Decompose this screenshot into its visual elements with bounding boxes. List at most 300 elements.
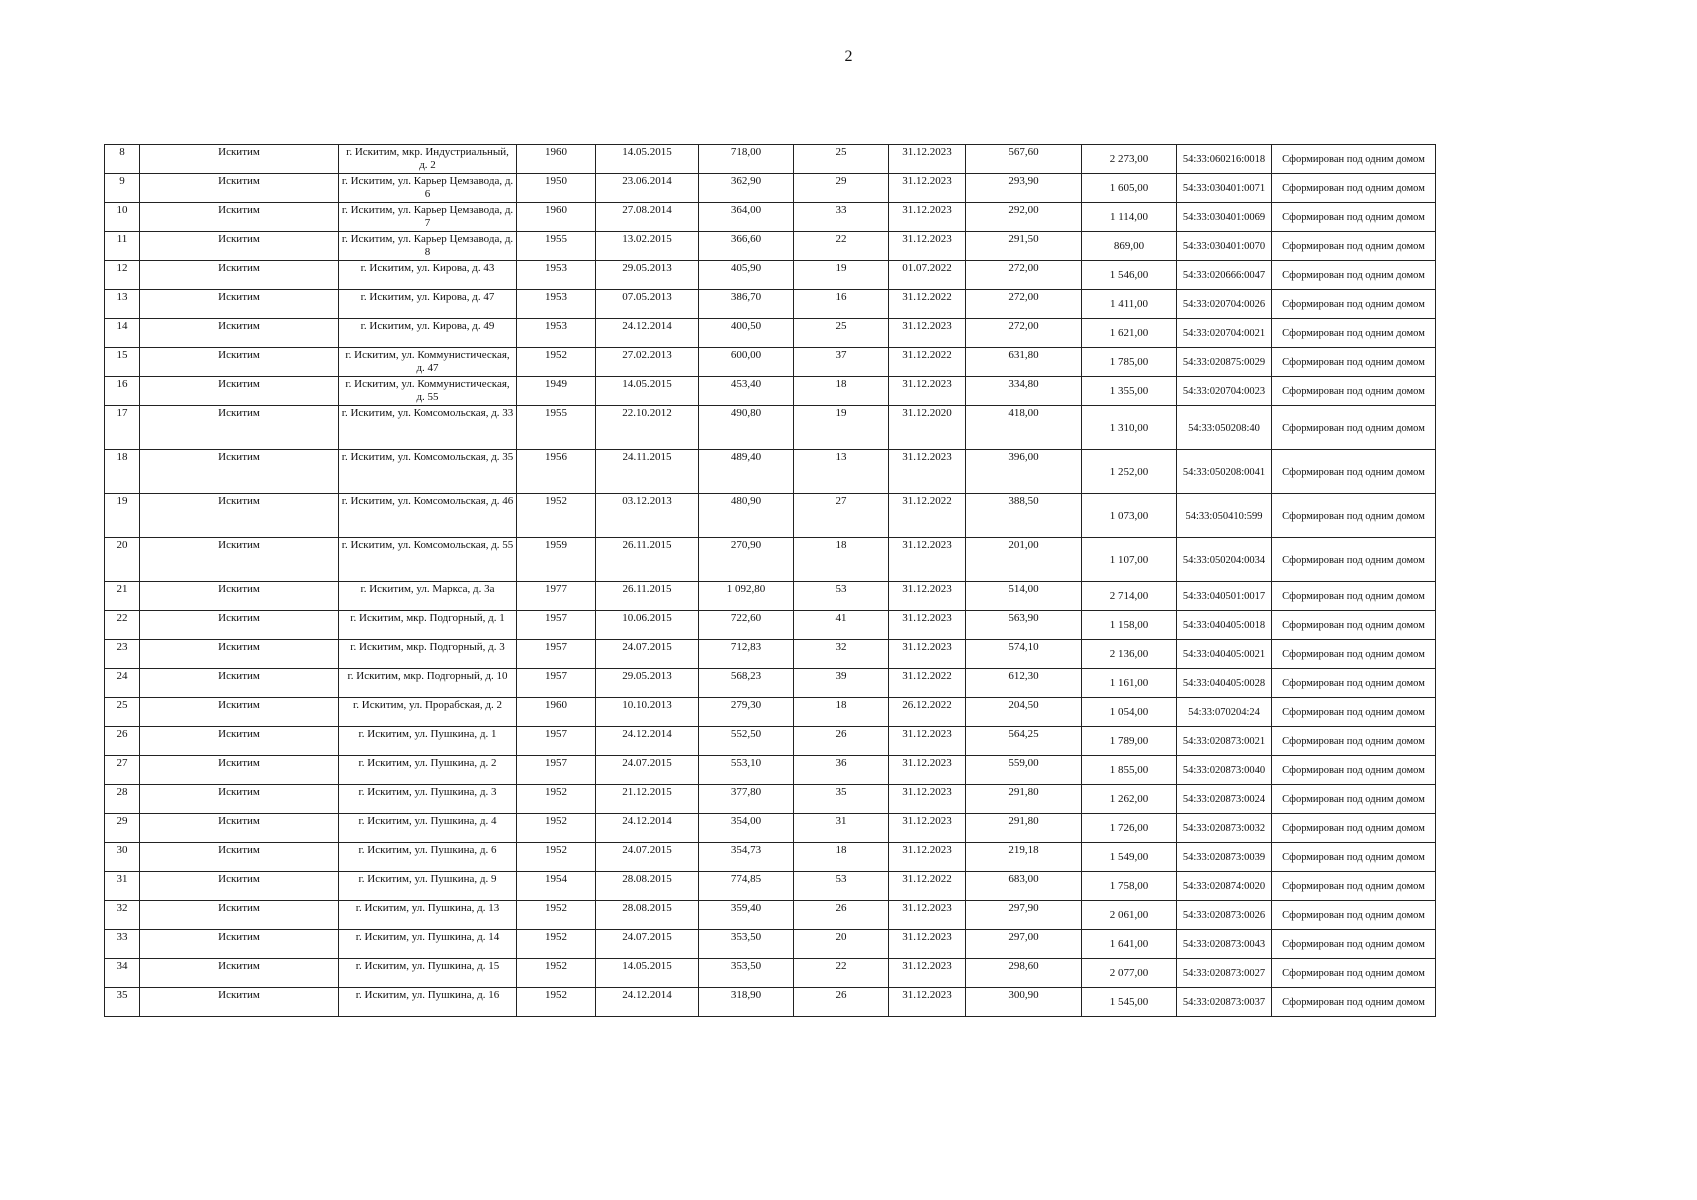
cadastral-number-cell: 54:33:020873:0032 bbox=[1177, 814, 1272, 843]
build-year-cell: 1957 bbox=[517, 727, 596, 756]
address-cell: г. Искитим, ул. Пушкина, д. 1 bbox=[339, 727, 517, 756]
land-plot-status-cell: Сформирован под одним домом bbox=[1272, 203, 1436, 232]
row-number-cell: 29 bbox=[105, 814, 140, 843]
table-row bbox=[105, 406, 1436, 450]
table-row bbox=[105, 843, 1436, 872]
address-cell: г. Искитим, ул. Коммунистическая, д. 47 bbox=[339, 348, 517, 377]
cost-cell: 1 789,00 bbox=[1082, 727, 1177, 756]
land-plot-status-cell: Сформирован под одним домом bbox=[1272, 348, 1436, 377]
municipality-cell: Искитим bbox=[140, 290, 339, 319]
total-area-cell: 1 092,80 bbox=[699, 582, 794, 611]
land-plot-status-cell: Сформирован под одним домом bbox=[1272, 901, 1436, 930]
total-area-cell: 722,60 bbox=[699, 611, 794, 640]
resettlement-deadline-cell: 31.12.2022 bbox=[889, 872, 966, 901]
cadastral-number-cell: 54:33:020873:0039 bbox=[1177, 843, 1272, 872]
build-year-cell: 1954 bbox=[517, 872, 596, 901]
cost-cell: 2 061,00 bbox=[1082, 901, 1177, 930]
cadastral-number-cell: 54:33:030401:0069 bbox=[1177, 203, 1272, 232]
row-number-cell: 33 bbox=[105, 930, 140, 959]
land-plot-status-cell: Сформирован под одним домом bbox=[1272, 640, 1436, 669]
land-plot-status-cell: Сформирован под одним домом bbox=[1272, 494, 1436, 538]
municipality-cell: Искитим bbox=[140, 843, 339, 872]
cadastral-number-cell: 54:33:020873:0037 bbox=[1177, 988, 1272, 1017]
municipality-cell: Искитим bbox=[140, 727, 339, 756]
resettlement-deadline-cell: 31.12.2023 bbox=[889, 988, 966, 1017]
address-cell: г. Искитим, ул. Комсомольская, д. 55 bbox=[339, 538, 517, 582]
resettlement-deadline-cell: 31.12.2023 bbox=[889, 203, 966, 232]
resettlement-deadline-cell: 31.12.2022 bbox=[889, 290, 966, 319]
total-area-cell: 362,90 bbox=[699, 174, 794, 203]
living-area-cell: 564,25 bbox=[966, 727, 1082, 756]
resettlement-deadline-cell: 31.12.2023 bbox=[889, 843, 966, 872]
recognition-date-cell: 24.07.2015 bbox=[596, 640, 699, 669]
address-cell: г. Искитим, ул. Пушкина, д. 9 bbox=[339, 872, 517, 901]
land-plot-status-cell: Сформирован под одним домом bbox=[1272, 290, 1436, 319]
total-area-cell: 712,83 bbox=[699, 640, 794, 669]
address-cell: г. Искитим, ул. Пушкина, д. 16 bbox=[339, 988, 517, 1017]
land-plot-status-cell: Сформирован под одним домом bbox=[1272, 538, 1436, 582]
row-number-cell: 22 bbox=[105, 611, 140, 640]
cadastral-number-cell: 54:33:050208:0041 bbox=[1177, 450, 1272, 494]
build-year-cell: 1949 bbox=[517, 377, 596, 406]
build-year-cell: 1952 bbox=[517, 901, 596, 930]
cost-cell: 1 549,00 bbox=[1082, 843, 1177, 872]
municipality-cell: Искитим bbox=[140, 988, 339, 1017]
residents-count-cell: 41 bbox=[794, 611, 889, 640]
cadastral-number-cell: 54:33:020666:0047 bbox=[1177, 261, 1272, 290]
residents-count-cell: 31 bbox=[794, 814, 889, 843]
living-area-cell: 297,00 bbox=[966, 930, 1082, 959]
land-plot-status-cell: Сформирован под одним домом bbox=[1272, 843, 1436, 872]
land-plot-status-cell: Сформирован под одним домом bbox=[1272, 319, 1436, 348]
table-row bbox=[105, 756, 1436, 785]
total-area-cell: 354,00 bbox=[699, 814, 794, 843]
cost-cell: 1 262,00 bbox=[1082, 785, 1177, 814]
address-cell: г. Искитим, ул. Кирова, д. 49 bbox=[339, 319, 517, 348]
row-number-cell: 27 bbox=[105, 756, 140, 785]
table-row bbox=[105, 232, 1436, 261]
recognition-date-cell: 24.12.2014 bbox=[596, 988, 699, 1017]
address-cell: г. Искитим, ул. Пушкина, д. 4 bbox=[339, 814, 517, 843]
living-area-cell: 388,50 bbox=[966, 494, 1082, 538]
build-year-cell: 1956 bbox=[517, 450, 596, 494]
municipality-cell: Искитим bbox=[140, 785, 339, 814]
resettlement-deadline-cell: 31.12.2023 bbox=[889, 538, 966, 582]
municipality-cell: Искитим bbox=[140, 203, 339, 232]
cost-cell: 1 546,00 bbox=[1082, 261, 1177, 290]
land-plot-status-cell: Сформирован под одним домом bbox=[1272, 450, 1436, 494]
land-plot-status-cell: Сформирован под одним домом bbox=[1272, 814, 1436, 843]
land-plot-status-cell: Сформирован под одним домом bbox=[1272, 406, 1436, 450]
address-cell: г. Искитим, ул. Карьер Цемзавода, д. 6 bbox=[339, 174, 517, 203]
land-plot-status-cell: Сформирован под одним домом bbox=[1272, 756, 1436, 785]
total-area-cell: 718,00 bbox=[699, 145, 794, 174]
resettlement-deadline-cell: 31.12.2023 bbox=[889, 959, 966, 988]
row-number-cell: 28 bbox=[105, 785, 140, 814]
municipality-cell: Искитим bbox=[140, 872, 339, 901]
cadastral-number-cell: 54:33:030401:0070 bbox=[1177, 232, 1272, 261]
residents-count-cell: 33 bbox=[794, 203, 889, 232]
table-row bbox=[105, 872, 1436, 901]
row-number-cell: 25 bbox=[105, 698, 140, 727]
build-year-cell: 1960 bbox=[517, 203, 596, 232]
build-year-cell: 1957 bbox=[517, 756, 596, 785]
cadastral-number-cell: 54:33:020873:0027 bbox=[1177, 959, 1272, 988]
cadastral-number-cell: 54:33:050208:40 bbox=[1177, 406, 1272, 450]
land-plot-status-cell: Сформирован под одним домом bbox=[1272, 232, 1436, 261]
build-year-cell: 1952 bbox=[517, 959, 596, 988]
municipality-cell: Искитим bbox=[140, 959, 339, 988]
living-area-cell: 563,90 bbox=[966, 611, 1082, 640]
build-year-cell: 1953 bbox=[517, 319, 596, 348]
resettlement-deadline-cell: 31.12.2023 bbox=[889, 450, 966, 494]
cost-cell: 1 073,00 bbox=[1082, 494, 1177, 538]
row-number-cell: 9 bbox=[105, 174, 140, 203]
cadastral-number-cell: 54:33:020873:0043 bbox=[1177, 930, 1272, 959]
total-area-cell: 480,90 bbox=[699, 494, 794, 538]
row-number-cell: 15 bbox=[105, 348, 140, 377]
living-area-cell: 201,00 bbox=[966, 538, 1082, 582]
residents-count-cell: 39 bbox=[794, 669, 889, 698]
address-cell: г. Искитим, ул. Пушкина, д. 14 bbox=[339, 930, 517, 959]
table-body bbox=[105, 145, 1436, 1017]
cadastral-number-cell: 54:33:040405:0021 bbox=[1177, 640, 1272, 669]
resettlement-deadline-cell: 31.12.2023 bbox=[889, 377, 966, 406]
living-area-cell: 559,00 bbox=[966, 756, 1082, 785]
cadastral-number-cell: 54:33:040405:0028 bbox=[1177, 669, 1272, 698]
living-area-cell: 298,60 bbox=[966, 959, 1082, 988]
residents-count-cell: 26 bbox=[794, 988, 889, 1017]
cost-cell: 869,00 bbox=[1082, 232, 1177, 261]
living-area-cell: 219,18 bbox=[966, 843, 1082, 872]
municipality-cell: Искитим bbox=[140, 348, 339, 377]
resettlement-deadline-cell: 31.12.2020 bbox=[889, 406, 966, 450]
residents-count-cell: 18 bbox=[794, 698, 889, 727]
address-cell: г. Искитим, ул. Комсомольская, д. 35 bbox=[339, 450, 517, 494]
cost-cell: 1 310,00 bbox=[1082, 406, 1177, 450]
address-cell: г. Искитим, ул. Кирова, д. 47 bbox=[339, 290, 517, 319]
land-plot-status-cell: Сформирован под одним домом bbox=[1272, 377, 1436, 406]
total-area-cell: 600,00 bbox=[699, 348, 794, 377]
cost-cell: 1 411,00 bbox=[1082, 290, 1177, 319]
build-year-cell: 1959 bbox=[517, 538, 596, 582]
total-area-cell: 353,50 bbox=[699, 959, 794, 988]
recognition-date-cell: 10.06.2015 bbox=[596, 611, 699, 640]
total-area-cell: 354,73 bbox=[699, 843, 794, 872]
build-year-cell: 1950 bbox=[517, 174, 596, 203]
cadastral-number-cell: 54:33:060216:0018 bbox=[1177, 145, 1272, 174]
residents-count-cell: 22 bbox=[794, 232, 889, 261]
recognition-date-cell: 27.08.2014 bbox=[596, 203, 699, 232]
total-area-cell: 489,40 bbox=[699, 450, 794, 494]
recognition-date-cell: 14.05.2015 bbox=[596, 145, 699, 174]
resettlement-deadline-cell: 31.12.2023 bbox=[889, 319, 966, 348]
recognition-date-cell: 24.07.2015 bbox=[596, 756, 699, 785]
living-area-cell: 567,60 bbox=[966, 145, 1082, 174]
living-area-cell: 612,30 bbox=[966, 669, 1082, 698]
resettlement-deadline-cell: 31.12.2023 bbox=[889, 756, 966, 785]
cadastral-number-cell: 54:33:020704:0021 bbox=[1177, 319, 1272, 348]
cost-cell: 2 136,00 bbox=[1082, 640, 1177, 669]
table-row bbox=[105, 348, 1436, 377]
build-year-cell: 1952 bbox=[517, 814, 596, 843]
land-plot-status-cell: Сформирован под одним домом bbox=[1272, 988, 1436, 1017]
municipality-cell: Искитим bbox=[140, 174, 339, 203]
row-number-cell: 21 bbox=[105, 582, 140, 611]
cadastral-number-cell: 54:33:050204:0034 bbox=[1177, 538, 1272, 582]
address-cell: г. Искитим, мкр. Подгорный, д. 3 bbox=[339, 640, 517, 669]
address-cell: г. Искитим, ул. Карьер Цемзавода, д. 7 bbox=[339, 203, 517, 232]
recognition-date-cell: 03.12.2013 bbox=[596, 494, 699, 538]
land-plot-status-cell: Сформирован под одним домом bbox=[1272, 669, 1436, 698]
municipality-cell: Искитим bbox=[140, 494, 339, 538]
table-row bbox=[105, 785, 1436, 814]
cost-cell: 1 726,00 bbox=[1082, 814, 1177, 843]
municipality-cell: Искитим bbox=[140, 538, 339, 582]
cost-cell: 1 855,00 bbox=[1082, 756, 1177, 785]
table-row bbox=[105, 174, 1436, 203]
municipality-cell: Искитим bbox=[140, 756, 339, 785]
municipality-cell: Искитим bbox=[140, 640, 339, 669]
cost-cell: 1 758,00 bbox=[1082, 872, 1177, 901]
cost-cell: 1 605,00 bbox=[1082, 174, 1177, 203]
build-year-cell: 1960 bbox=[517, 145, 596, 174]
land-plot-status-cell: Сформирован под одним домом bbox=[1272, 261, 1436, 290]
build-year-cell: 1953 bbox=[517, 290, 596, 319]
living-area-cell: 204,50 bbox=[966, 698, 1082, 727]
municipality-cell: Искитим bbox=[140, 611, 339, 640]
living-area-cell: 396,00 bbox=[966, 450, 1082, 494]
living-area-cell: 291,80 bbox=[966, 785, 1082, 814]
recognition-date-cell: 13.02.2015 bbox=[596, 232, 699, 261]
cost-cell: 1 252,00 bbox=[1082, 450, 1177, 494]
cadastral-number-cell: 54:33:020873:0024 bbox=[1177, 785, 1272, 814]
municipality-cell: Искитим bbox=[140, 930, 339, 959]
municipality-cell: Искитим bbox=[140, 145, 339, 174]
residents-count-cell: 37 bbox=[794, 348, 889, 377]
cost-cell: 1 355,00 bbox=[1082, 377, 1177, 406]
table-row bbox=[105, 901, 1436, 930]
land-plot-status-cell: Сформирован под одним домом bbox=[1272, 611, 1436, 640]
address-cell: г. Искитим, ул. Карьер Цемзавода, д. 8 bbox=[339, 232, 517, 261]
page-number: 2 bbox=[844, 48, 853, 65]
row-number-cell: 19 bbox=[105, 494, 140, 538]
living-area-cell: 291,50 bbox=[966, 232, 1082, 261]
build-year-cell: 1953 bbox=[517, 261, 596, 290]
address-cell: г. Искитим, ул. Пушкина, д. 3 bbox=[339, 785, 517, 814]
land-plot-status-cell: Сформирован под одним домом bbox=[1272, 582, 1436, 611]
table-row bbox=[105, 582, 1436, 611]
residents-count-cell: 19 bbox=[794, 406, 889, 450]
land-plot-status-cell: Сформирован под одним домом bbox=[1272, 145, 1436, 174]
recognition-date-cell: 14.05.2015 bbox=[596, 377, 699, 406]
recognition-date-cell: 10.10.2013 bbox=[596, 698, 699, 727]
row-number-cell: 32 bbox=[105, 901, 140, 930]
recognition-date-cell: 07.05.2013 bbox=[596, 290, 699, 319]
cadastral-number-cell: 54:33:020873:0040 bbox=[1177, 756, 1272, 785]
cadastral-number-cell: 54:33:020873:0026 bbox=[1177, 901, 1272, 930]
row-number-cell: 14 bbox=[105, 319, 140, 348]
table-row bbox=[105, 727, 1436, 756]
recognition-date-cell: 24.11.2015 bbox=[596, 450, 699, 494]
resettlement-deadline-cell: 31.12.2023 bbox=[889, 232, 966, 261]
address-cell: г. Искитим, ул. Пушкина, д. 2 bbox=[339, 756, 517, 785]
cost-cell: 1 785,00 bbox=[1082, 348, 1177, 377]
build-year-cell: 1955 bbox=[517, 406, 596, 450]
cadastral-number-cell: 54:33:040501:0017 bbox=[1177, 582, 1272, 611]
table-row bbox=[105, 290, 1436, 319]
total-area-cell: 279,30 bbox=[699, 698, 794, 727]
recognition-date-cell: 26.11.2015 bbox=[596, 582, 699, 611]
table-row bbox=[105, 261, 1436, 290]
cadastral-number-cell: 54:33:020875:0029 bbox=[1177, 348, 1272, 377]
residents-count-cell: 18 bbox=[794, 377, 889, 406]
table-row bbox=[105, 988, 1436, 1017]
table-row bbox=[105, 959, 1436, 988]
living-area-cell: 683,00 bbox=[966, 872, 1082, 901]
municipality-cell: Искитим bbox=[140, 232, 339, 261]
row-number-cell: 31 bbox=[105, 872, 140, 901]
table-row bbox=[105, 640, 1436, 669]
resettlement-deadline-cell: 31.12.2022 bbox=[889, 494, 966, 538]
resettlement-deadline-cell: 31.12.2022 bbox=[889, 669, 966, 698]
land-plot-status-cell: Сформирован под одним домом bbox=[1272, 727, 1436, 756]
recognition-date-cell: 24.12.2014 bbox=[596, 814, 699, 843]
residents-count-cell: 18 bbox=[794, 538, 889, 582]
total-area-cell: 386,70 bbox=[699, 290, 794, 319]
recognition-date-cell: 24.12.2014 bbox=[596, 727, 699, 756]
total-area-cell: 405,90 bbox=[699, 261, 794, 290]
cost-cell: 1 621,00 bbox=[1082, 319, 1177, 348]
resettlement-deadline-cell: 26.12.2022 bbox=[889, 698, 966, 727]
address-cell: г. Искитим, ул. Кирова, д. 43 bbox=[339, 261, 517, 290]
address-cell: г. Искитим, ул. Прорабская, д. 2 bbox=[339, 698, 517, 727]
resettlement-deadline-cell: 31.12.2023 bbox=[889, 582, 966, 611]
living-area-cell: 292,00 bbox=[966, 203, 1082, 232]
cost-cell: 1 158,00 bbox=[1082, 611, 1177, 640]
resettlement-deadline-cell: 31.12.2022 bbox=[889, 348, 966, 377]
living-area-cell: 272,00 bbox=[966, 290, 1082, 319]
row-number-cell: 12 bbox=[105, 261, 140, 290]
build-year-cell: 1957 bbox=[517, 611, 596, 640]
address-cell: г. Искитим, мкр. Подгорный, д. 1 bbox=[339, 611, 517, 640]
living-area-cell: 300,90 bbox=[966, 988, 1082, 1017]
cadastral-number-cell: 54:33:020704:0023 bbox=[1177, 377, 1272, 406]
municipality-cell: Искитим bbox=[140, 406, 339, 450]
resettlement-deadline-cell: 31.12.2023 bbox=[889, 174, 966, 203]
total-area-cell: 568,23 bbox=[699, 669, 794, 698]
recognition-date-cell: 14.05.2015 bbox=[596, 959, 699, 988]
table-row bbox=[105, 319, 1436, 348]
address-cell: г. Искитим, мкр. Индустриальный, д. 2 bbox=[339, 145, 517, 174]
residents-count-cell: 53 bbox=[794, 872, 889, 901]
recognition-date-cell: 24.07.2015 bbox=[596, 843, 699, 872]
residents-count-cell: 25 bbox=[794, 319, 889, 348]
residents-count-cell: 29 bbox=[794, 174, 889, 203]
table-row bbox=[105, 538, 1436, 582]
total-area-cell: 364,00 bbox=[699, 203, 794, 232]
recognition-date-cell: 29.05.2013 bbox=[596, 669, 699, 698]
residents-count-cell: 16 bbox=[794, 290, 889, 319]
table-row bbox=[105, 698, 1436, 727]
row-number-cell: 35 bbox=[105, 988, 140, 1017]
municipality-cell: Искитим bbox=[140, 814, 339, 843]
recognition-date-cell: 27.02.2013 bbox=[596, 348, 699, 377]
recognition-date-cell: 24.12.2014 bbox=[596, 319, 699, 348]
address-cell: г. Искитим, ул. Комсомольская, д. 33 bbox=[339, 406, 517, 450]
row-number-cell: 16 bbox=[105, 377, 140, 406]
total-area-cell: 366,60 bbox=[699, 232, 794, 261]
row-number-cell: 10 bbox=[105, 203, 140, 232]
build-year-cell: 1957 bbox=[517, 669, 596, 698]
residents-count-cell: 26 bbox=[794, 727, 889, 756]
recognition-date-cell: 21.12.2015 bbox=[596, 785, 699, 814]
build-year-cell: 1957 bbox=[517, 640, 596, 669]
row-number-cell: 18 bbox=[105, 450, 140, 494]
total-area-cell: 453,40 bbox=[699, 377, 794, 406]
cost-cell: 1 114,00 bbox=[1082, 203, 1177, 232]
living-area-cell: 272,00 bbox=[966, 319, 1082, 348]
resettlement-deadline-cell: 31.12.2023 bbox=[889, 814, 966, 843]
build-year-cell: 1960 bbox=[517, 698, 596, 727]
residents-count-cell: 22 bbox=[794, 959, 889, 988]
row-number-cell: 8 bbox=[105, 145, 140, 174]
recognition-date-cell: 28.08.2015 bbox=[596, 901, 699, 930]
cost-cell: 1 107,00 bbox=[1082, 538, 1177, 582]
row-number-cell: 13 bbox=[105, 290, 140, 319]
cadastral-number-cell: 54:33:030401:0071 bbox=[1177, 174, 1272, 203]
residents-count-cell: 18 bbox=[794, 843, 889, 872]
recognition-date-cell: 29.05.2013 bbox=[596, 261, 699, 290]
table-row bbox=[105, 377, 1436, 406]
resettlement-deadline-cell: 31.12.2023 bbox=[889, 145, 966, 174]
row-number-cell: 23 bbox=[105, 640, 140, 669]
residents-count-cell: 26 bbox=[794, 901, 889, 930]
row-number-cell: 17 bbox=[105, 406, 140, 450]
build-year-cell: 1952 bbox=[517, 988, 596, 1017]
build-year-cell: 1952 bbox=[517, 494, 596, 538]
residents-count-cell: 35 bbox=[794, 785, 889, 814]
address-cell: г. Искитим, ул. Пушкина, д. 13 bbox=[339, 901, 517, 930]
housing-registry-table bbox=[104, 144, 1436, 1017]
municipality-cell: Искитим bbox=[140, 261, 339, 290]
land-plot-status-cell: Сформирован под одним домом bbox=[1272, 698, 1436, 727]
recognition-date-cell: 26.11.2015 bbox=[596, 538, 699, 582]
total-area-cell: 400,50 bbox=[699, 319, 794, 348]
municipality-cell: Искитим bbox=[140, 901, 339, 930]
resettlement-deadline-cell: 31.12.2023 bbox=[889, 930, 966, 959]
total-area-cell: 353,50 bbox=[699, 930, 794, 959]
address-cell: г. Искитим, ул. Маркса, д. 3а bbox=[339, 582, 517, 611]
municipality-cell: Искитим bbox=[140, 450, 339, 494]
municipality-cell: Искитим bbox=[140, 582, 339, 611]
total-area-cell: 552,50 bbox=[699, 727, 794, 756]
resettlement-deadline-cell: 31.12.2023 bbox=[889, 785, 966, 814]
build-year-cell: 1952 bbox=[517, 785, 596, 814]
total-area-cell: 553,10 bbox=[699, 756, 794, 785]
resettlement-deadline-cell: 01.07.2022 bbox=[889, 261, 966, 290]
build-year-cell: 1952 bbox=[517, 930, 596, 959]
recognition-date-cell: 23.06.2014 bbox=[596, 174, 699, 203]
living-area-cell: 297,90 bbox=[966, 901, 1082, 930]
row-number-cell: 24 bbox=[105, 669, 140, 698]
land-plot-status-cell: Сформирован под одним домом bbox=[1272, 872, 1436, 901]
living-area-cell: 291,80 bbox=[966, 814, 1082, 843]
residents-count-cell: 53 bbox=[794, 582, 889, 611]
land-plot-status-cell: Сформирован под одним домом bbox=[1272, 930, 1436, 959]
total-area-cell: 490,80 bbox=[699, 406, 794, 450]
living-area-cell: 334,80 bbox=[966, 377, 1082, 406]
